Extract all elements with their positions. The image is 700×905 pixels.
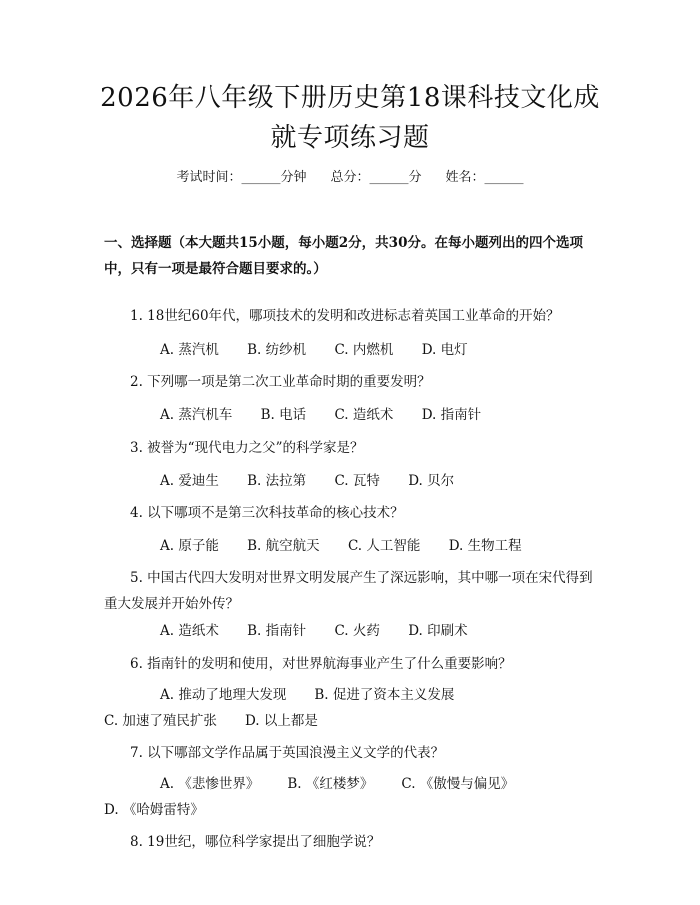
exam-info-line (0, 168, 700, 188)
option-a: A. 蒸汽机 (160, 342, 219, 358)
question-options-5 (160, 621, 468, 641)
question-options-2 (160, 405, 481, 425)
option-a: A. 《悲惨世界》 (160, 776, 260, 792)
question-options-4 (160, 536, 522, 556)
document-title: 2026年八年级下册历史第18课科技文化成就专项练习题 (100, 83, 600, 153)
option-c: C. 瓦特 (334, 473, 380, 489)
option-c: C. 《傲慢与偏见》 (401, 776, 515, 792)
option-b: B. 电话 (260, 407, 307, 423)
question-options-6 (104, 682, 598, 734)
option-d: D. 《哈姆雷特》 (104, 802, 204, 818)
option-a: A. 原子能 (160, 538, 219, 554)
question-stem-2: 2. 下列哪一项是第二次工业革命时期的重要发明？ (130, 374, 431, 390)
question-stem-5: 5. 中国古代四大发明对世界文明发展产生了深远影响，其中哪一项在宋代得到重大发展并开始外传？ (104, 570, 593, 612)
option-d: D. 电灯 (421, 342, 468, 358)
option-d: D. 贝尔 (408, 473, 455, 489)
option-b: B. 法拉第 (247, 473, 307, 489)
option-c: C. 火药 (334, 623, 380, 639)
option-a: A. 造纸术 (160, 623, 219, 639)
total-score-field: 总分：______分 (330, 170, 422, 185)
option-b: B. 指南针 (247, 623, 307, 639)
exam-time-field: 考试时间：______分钟 (176, 170, 307, 185)
option-b: B. 促进了资本主义发展 (314, 687, 455, 703)
option-d: D. 印刷术 (408, 623, 468, 639)
question-stem-6: 6. 指南针的发明和使用，对世界航海事业产生了什么重要影响？ (130, 656, 512, 672)
option-b: B. 纺纱机 (247, 342, 307, 358)
option-d: D. 以上都是 (244, 713, 318, 729)
question-stem-3: 3. 被誉为“现代电力之父”的科学家是？ (130, 440, 364, 456)
option-a: A. 爱迪生 (160, 473, 219, 489)
question-stem-1: 1. 18世纪60年代，哪项技术的发明和改进标志着英国工业革命的开始？ (130, 308, 560, 324)
option-b: B. 航空航天 (247, 538, 320, 554)
question-options-3 (160, 471, 454, 491)
question-stem-8: 8. 19世纪，哪位科学家提出了细胞学说？ (130, 834, 381, 850)
option-a: A. 蒸汽机车 (160, 407, 233, 423)
section-header-multiple-choice: 一、选择题（本大题共15小题，每小题2分，共30分。在每小题列出的四个选项中，只有一项是最符合题目要求的。） (104, 235, 583, 277)
question-stem-4: 4. 以下哪项不是第三次科技革命的核心技术？ (130, 505, 404, 521)
option-b: B. 《红楼梦》 (287, 776, 374, 792)
option-d: D. 指南针 (421, 407, 482, 423)
question-options-7 (104, 771, 598, 823)
student-name-field: 姓名：______ (445, 170, 524, 185)
option-a: A. 推动了地理大发现 (160, 687, 287, 703)
question-options-1 (160, 340, 468, 360)
option-c: C. 内燃机 (334, 342, 394, 358)
option-c: C. 人工智能 (347, 538, 421, 554)
question-stem-7: 7. 以下哪部文学作品属于英国浪漫主义文学的代表？ (130, 745, 445, 761)
option-d: D. 生物工程 (448, 538, 522, 554)
option-c: C. 加速了殖民扩张 (104, 713, 217, 729)
option-c: C. 造纸术 (334, 407, 394, 423)
